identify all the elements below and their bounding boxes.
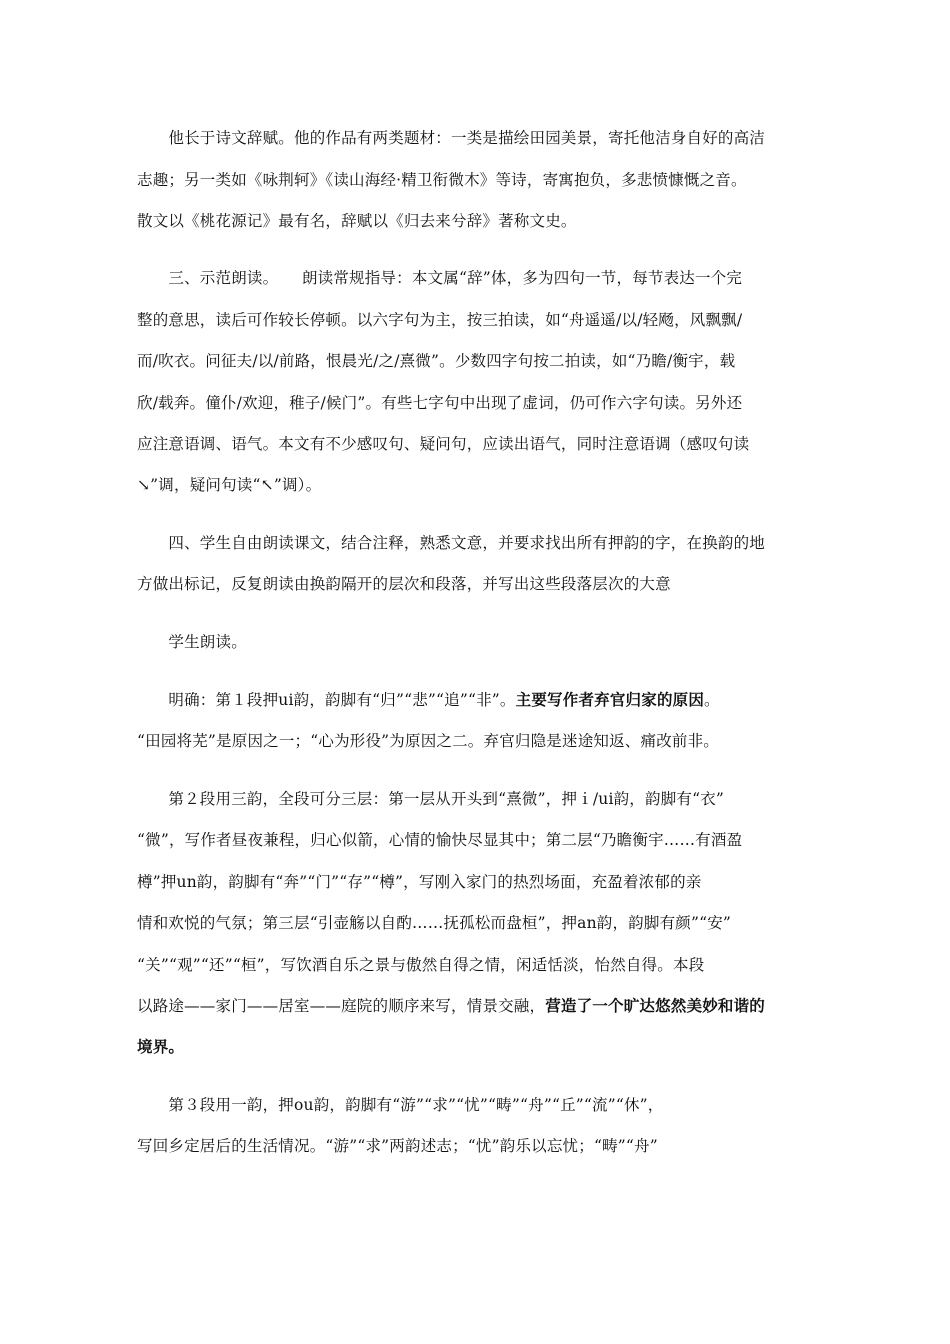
text-line: 而/吹衣。问征夫/以/前路，恨晨光/之/熹微”。少数四字句按二拍读，如“乃瞻/衡宇，载 xyxy=(137,352,736,370)
text-line: 写回乡定居后的生活情况。“游”“求”两韵述志；“忧”韵乐以忘忧；“畴”“舟” xyxy=(137,1137,658,1155)
text-line: 欣/载奔。僮仆/欢迎，稚子/候门”。有些七字句中出现了虚词，仍可作六字句读。另外还 xyxy=(137,394,743,412)
text-line: 三、示范朗读。 朗读常规指导：本文属“辞”体，多为四句一节，每节表达一个完 xyxy=(137,269,743,287)
text-line: ↘”调，疑问句读“↖”调）。 xyxy=(137,476,322,494)
text-line: “田园将芜”是原因之一；“心为形役”为原因之二。弃官归隐是迷途知返、痛改前非。 xyxy=(137,732,719,750)
text-line: 樽”押un韵，韵脚有“奔”“门”“存”“樽”，写刚入家门的热烈场面，充盈着浓郁的亲 xyxy=(137,873,702,891)
emphasis-text: 营造了一个旷达悠然美妙和谐的 xyxy=(545,997,766,1015)
text-line: 应注意语调、语气。本文有不少感叹句、疑问句，应读出语气，同时注意语调（感叹句读 xyxy=(137,435,750,453)
text-span: 以路途——家门——居室——庭院的顺序来写，情景交融， xyxy=(137,997,546,1015)
text-line: 散文以《桃花源记》最有名，辞赋以《归去来兮辞》著称文史。 xyxy=(137,212,577,230)
text-line: 情和欢悦的气氛；第三层“引壶觞以自酌……抚孤松而盘桓”，押an韵，韵脚有颜”“安” xyxy=(137,914,732,932)
text-line: 第３段用一韵，押ou韵，韵脚有“游”“求”“忧”“畴”“舟”“丘”“流”“休”， xyxy=(137,1096,664,1114)
emphasis-text: 境界。 xyxy=(137,1038,185,1056)
text-span: 。 xyxy=(704,691,720,709)
emphasis-text: 主要写作者弃官归家的原因 xyxy=(515,691,705,709)
text-line: 四、学生自由朗读课文，结合注释，熟悉文意，并要求找出所有押韵的字，在换韵的地 xyxy=(137,534,766,552)
text-line xyxy=(137,690,720,710)
text-line: 学生朗读。 xyxy=(137,633,247,651)
text-line: 方做出标记，反复朗读由换韵隔开的层次和段落，并写出这些段落层次的大意 xyxy=(137,575,671,593)
text-span: 明确：第１段押ui韵，韵脚有“归”“悲”“追”“非”。 xyxy=(137,691,516,709)
text-line xyxy=(137,996,765,1016)
text-line: 他长于诗文辞赋。他的作品有两类题材：一类是描绘田园美景，寄托他洁身自好的高洁 xyxy=(137,129,766,147)
text-line: 第２段用三韵，全段可分三层：第一层从开头到“熹微”，押ｉ/ui韵，韵脚有“衣” xyxy=(137,790,725,808)
text-line: 志趣；另一类如《咏荆轲》《读山海经·精卫衔微木》等诗，寄寓抱负，多悲愤慷慨之音。 xyxy=(137,171,747,189)
text-line: “微”，写作者昼夜兼程，归心似箭，心情的愉快尽显其中；第二层“乃瞻衡宇……有酒盈 xyxy=(137,831,743,849)
text-line: “关”“观”“还”“桓”，写饮酒自乐之景与傲然自得之情，闲适恬淡，怡然自得。本段 xyxy=(137,956,705,974)
text-line: 整的意思，读后可作较长停顿。以六字句为主，按三拍读，如“舟遥遥/以/轻飏，风飘飘/ xyxy=(137,311,743,329)
